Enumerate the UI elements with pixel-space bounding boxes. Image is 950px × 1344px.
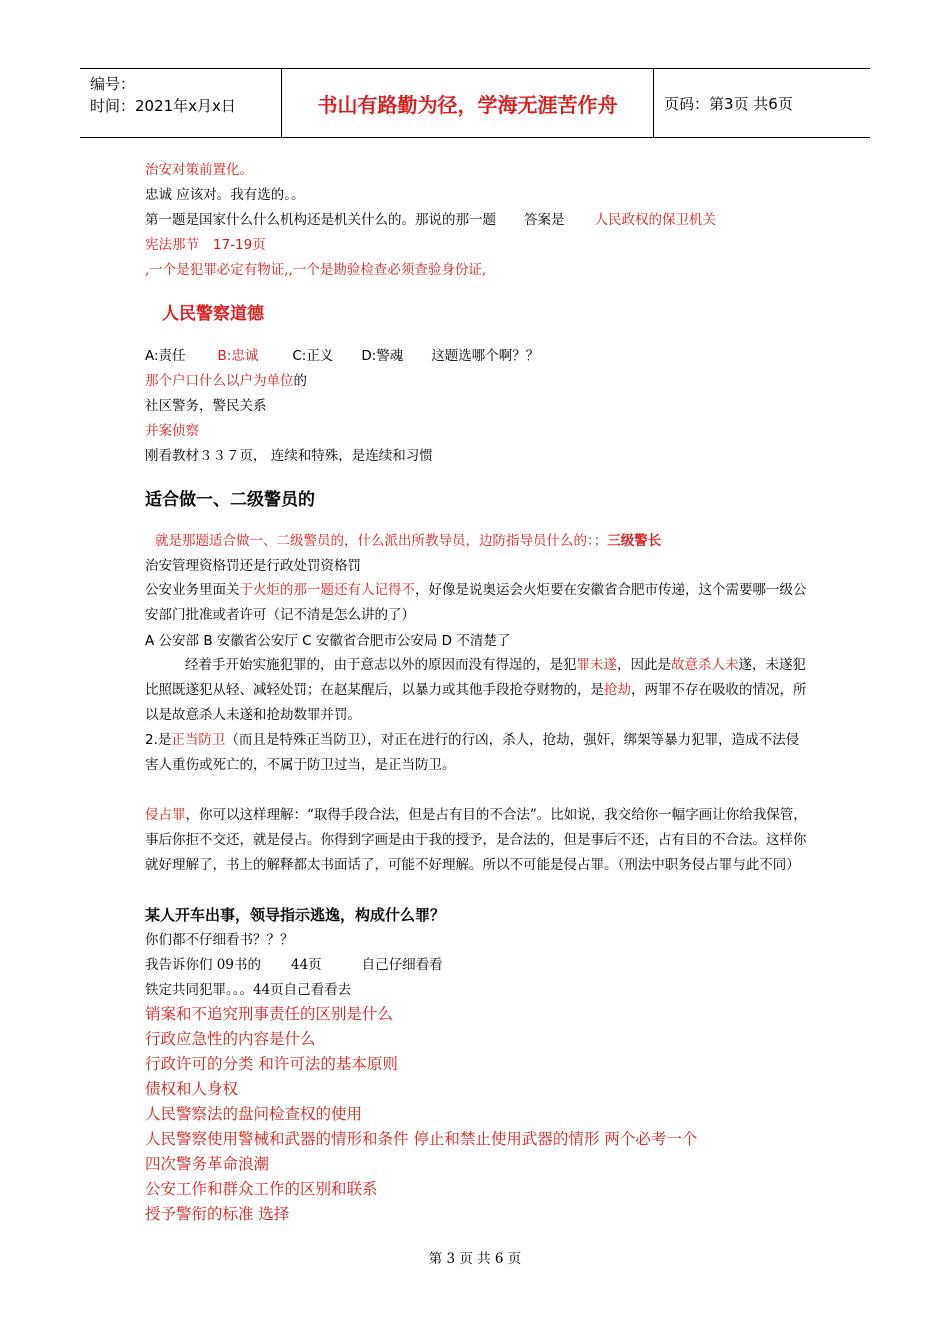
text-span: 就是那题适合做一、二级警员的，什么派出所教导员，边防指导员什么的：；	[155, 533, 608, 549]
list-item: 人民警察使用警械和武器的情形和条件 停止和禁止使用武器的情形 两个必考一个	[145, 1130, 698, 1148]
text-line: 并案侦察	[145, 423, 199, 439]
text-line: 刚看教材３３７页， 连续和特殊，是连续和习惯	[145, 448, 433, 464]
text-line	[145, 260, 486, 280]
section-heading: 人民警察道德	[162, 304, 264, 324]
text-span: 罪未遂	[576, 657, 617, 673]
text-line	[145, 955, 443, 975]
text-line	[145, 210, 716, 230]
text-line: 社区警务，警民关系	[145, 398, 267, 414]
paragraph-attempt	[145, 653, 810, 728]
option-c: C:正义	[292, 348, 334, 364]
text-span: 侵占罪	[145, 807, 186, 823]
header-page-number: 页码：第3页 共6页	[664, 94, 793, 113]
text-span: （而且是特殊正当防卫），对正在进行的行凶，杀人，抢劫，强奸，绑架等暴力犯罪，造成不法侵害人重伤或死亡的，不属于防卫过当，是正当防卫。	[145, 732, 800, 773]
torch-options: A 公安部 B 安徽省公安厅 C 安徽省合肥市公安局 D 不清楚了	[145, 633, 511, 649]
text-span: 遂，未遂犯比照既遂犯从轻、减轻处罚；在赵某醒后，以暴力或其他手段抢夺财物的，是	[145, 657, 806, 698]
list-item: 人民警察法的盘问检查权的使用	[145, 1105, 363, 1123]
text-span: 的	[293, 373, 307, 389]
text-span: ，好像是说奥运会火炬要在安徽省合肥市传递，这个需要哪一级公安部门批准或者许可（记不清是怎么讲的了）	[145, 582, 807, 623]
list-item: 债权和人身权	[145, 1080, 239, 1098]
paragraph-embezzlement	[145, 803, 810, 878]
header-motto: 书山有路勤为径，学海无涯苦作舟	[317, 92, 618, 117]
header-divider	[653, 69, 654, 137]
section-heading: 适合做一、二级警员的	[145, 490, 315, 510]
list-item: 行政应急性的内容是什么	[145, 1030, 316, 1048]
option-a: A:责任	[145, 348, 186, 364]
text-line: 治安对策前置化。	[145, 162, 253, 178]
header-number: 编号：	[90, 75, 136, 93]
list-item: 行政许可的分类 和许可法的基本原则	[145, 1055, 398, 1073]
text-span: 抢劫	[604, 682, 631, 698]
text-span: 三级警长	[607, 533, 662, 549]
text-span: ,一个是犯罪必定有物证,	[145, 262, 289, 278]
text-span: 自己仔细看看	[361, 957, 443, 973]
text-span: 勘验检查必须查验身份证,	[333, 262, 487, 278]
text-span: 于火炬的那一题还有人记得不	[239, 582, 415, 598]
list-item: 四次警务革命浪潮	[145, 1155, 270, 1173]
text-span: 正当防卫	[171, 732, 226, 748]
paragraph-torch	[145, 578, 810, 628]
text-span: 宪法那节	[145, 237, 199, 253]
text-line: 忠诚 应该对。我有选的。。	[145, 187, 305, 203]
list-item: 公安工作和群众工作的区别和联系	[145, 1180, 378, 1198]
question-text: 这题选哪个啊？？	[431, 348, 540, 364]
text-span: 2.是	[145, 732, 172, 748]
section-heading: 某人开车出事，领导指示逃逸，构成什么罪？	[145, 906, 446, 924]
text-span: 那个户口什么以户为单位	[145, 373, 294, 389]
text-line	[145, 371, 307, 391]
list-item: 销案和不追究刑事责任的区别是什么	[145, 1005, 394, 1023]
list-item: 授予警衔的标准 选择	[145, 1205, 290, 1223]
text-span: 我告诉你们 09书的	[145, 957, 261, 973]
text-span: 44页	[290, 957, 322, 973]
page-header	[80, 68, 870, 138]
text-line	[145, 235, 266, 255]
text-span: 人民政权的保卫机关	[594, 212, 716, 228]
page-footer: 第 3 页 共 6 页	[428, 1251, 522, 1267]
paragraph-defense	[145, 728, 810, 778]
option-d: D:警魂	[361, 348, 404, 364]
text-span: 第一题是国家什么什么机构还是机关什么的。那说的那一题	[145, 212, 496, 228]
text-span: 答案是	[524, 212, 565, 228]
question-options	[145, 346, 539, 366]
text-span: 经着手开始实施犯罪的，由于意志以外的原因而没有得逞的，是犯	[185, 657, 577, 673]
text-line: 铁定共同犯罪。。。44页自己看看去	[145, 982, 352, 998]
text-span: 公安业务里面关	[145, 582, 240, 598]
text-line: 治安管理资格罚还是行政处罚资格罚	[145, 558, 361, 574]
text-span: ,一个是	[288, 262, 334, 278]
text-span: ，因此是	[617, 657, 671, 673]
text-span: ，两罪不存在吸收的情况，所以是故意杀人未遂和抢劫数罪并罚。	[145, 682, 807, 723]
text-span: 17-19页	[213, 237, 266, 253]
header-meta	[90, 73, 236, 117]
text-span: 故意杀人未	[671, 657, 739, 673]
header-date: 时间：2021年x月x日	[90, 97, 236, 115]
text-line: 你们都不仔细看书？？？	[145, 932, 294, 948]
option-b: B:忠诚	[217, 348, 259, 364]
text-line	[155, 531, 661, 551]
text-span: ，你可以这样理解：“取得手段合法，但是占有目的不合法”。比如说，我交给你一幅字画让你给我保管，事后你拒不交还，就是侵占。你得到字画是由于我的授予，是合法的，但是事后不还，占有目的不合法。这样你就好理解了，书上的解释都太书面话了，可能不好理解。所以不可能是侵占罪。（刑法中职务侵占罪与此不同）	[145, 807, 807, 873]
